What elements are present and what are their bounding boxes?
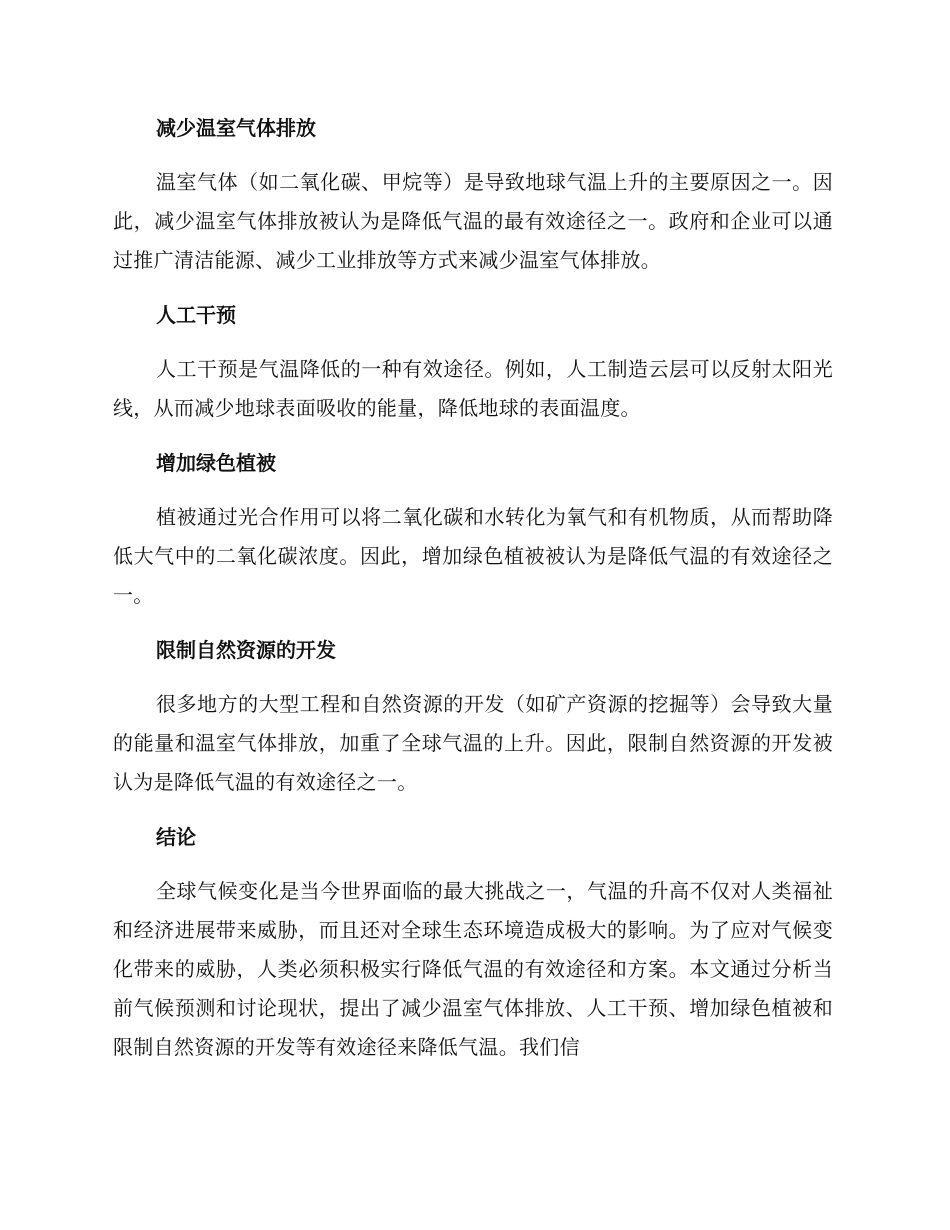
section-paragraph: 温室气体（如二氧化碳、甲烷等）是导致地球气温上升的主要原因之一。因此，减少温室气体排放被认为是降低气温的最有效途径之一。政府和企业可以通过推广清洁能源、减少工业排放等方式来减少温室气体排放。 <box>113 170 833 272</box>
section-green-vegetation <box>113 444 833 631</box>
section-limit-resources <box>113 631 833 818</box>
section-paragraph: 全球气候变化是当今世界面临的最大挑战之一，气温的升高不仅对人类福祉和经济进展带来威胁，而且还对全球生态环境造成极大的影响。为了应对气候变化带来的威胁，人类必须积极实行降低气温的有效途径和方案。本文通过分析当前气候预测和讨论现状，提出了减少温室气体排放、人工干预、增加绿色植被和限制自然资源的开发等有效途径来降低气温。我们信 <box>113 879 833 1059</box>
section-heading: 限制自然资源的开发 <box>156 638 336 662</box>
section-heading: 人工干预 <box>156 303 236 327</box>
section-paragraph: 很多地方的大型工程和自然资源的开发（如矿产资源的挖掘等）会导致大量的能量和温室气体排放，加重了全球气温的上升。因此，限制自然资源的开发被认为是降低气温的有效途径之一。 <box>113 692 833 794</box>
section-heading: 增加绿色植被 <box>156 451 276 475</box>
section-heading: 减少温室气体排放 <box>156 116 316 140</box>
section-conclusion <box>113 818 833 1067</box>
section-paragraph: 人工干预是气温降低的一种有效途径。例如，人工制造云层可以反射太阳光线，从而减少地球表面吸收的能量，降低地球的表面温度。 <box>113 357 833 420</box>
document-body <box>113 109 833 1067</box>
section-paragraph: 植被通过光合作用可以将二氧化碳和水转化为氧气和有机物质，从而帮助降低大气中的二氧化碳浓度。因此，增加绿色植被被认为是降低气温的有效途径之一。 <box>113 505 833 607</box>
section-heading: 结论 <box>156 825 196 849</box>
section-reduce-emissions <box>113 109 833 296</box>
section-human-intervention <box>113 296 833 444</box>
